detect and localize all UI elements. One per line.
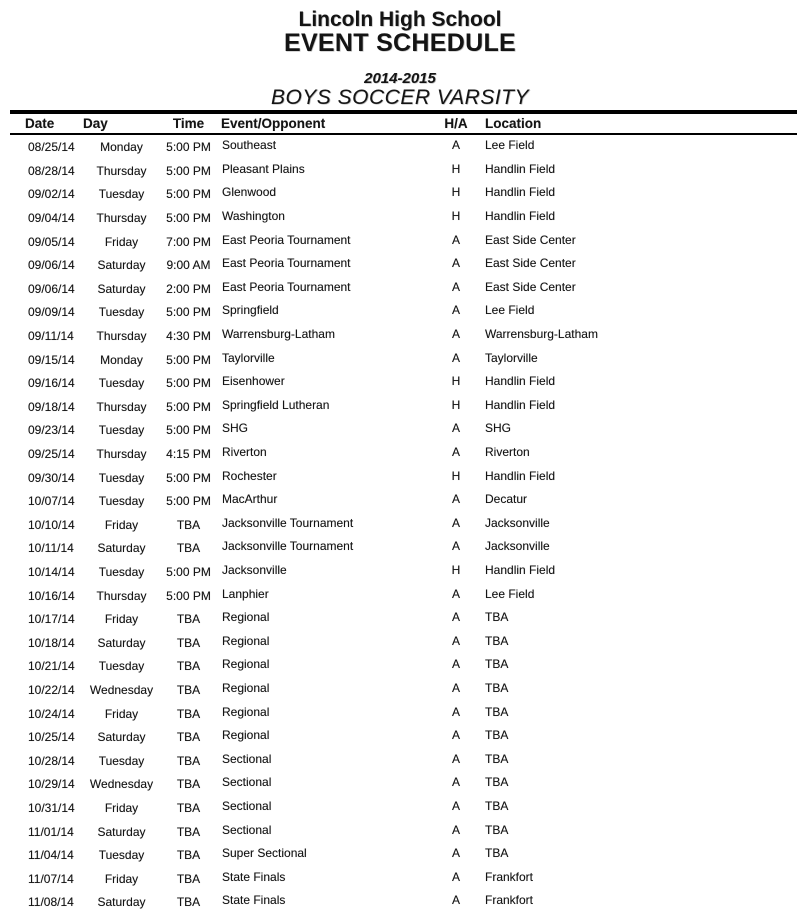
cell-location: TBA [485, 751, 509, 766]
table-row [10, 583, 797, 607]
cell-event-opponent: Regional [222, 728, 270, 743]
cell-date: 10/22/14 [28, 682, 75, 697]
cell-event-opponent: Taylorville [222, 350, 275, 365]
cell-home-away: H [451, 468, 461, 483]
cell-day: Tuesday [98, 848, 145, 863]
cell-location: TBA [485, 775, 509, 790]
cell-home-away: A [451, 256, 460, 271]
cell-time: 5:00 PM [166, 494, 211, 509]
cell-day: Thursday [96, 163, 147, 178]
cell-event-opponent: Warrensburg-Latham [222, 327, 335, 342]
cell-home-away: A [451, 633, 460, 648]
cell-event-opponent: East Peoria Tournament [222, 256, 351, 271]
cell-location: Jacksonville [485, 539, 550, 554]
cell-day: Thursday [96, 447, 147, 462]
cell-location: Handlin Field [485, 397, 556, 412]
cell-day: Friday [104, 517, 139, 532]
cell-date: 09/18/14 [28, 399, 75, 414]
cell-home-away: A [451, 586, 460, 601]
table-row [10, 323, 797, 347]
cell-date: 10/07/14 [28, 494, 75, 509]
cell-home-away: H [451, 374, 461, 389]
column-header-event-opponent: Event/Opponent [221, 115, 326, 131]
cell-home-away: A [451, 138, 460, 153]
cell-location: East Side Center [485, 256, 576, 271]
cell-date: 09/25/14 [28, 447, 75, 462]
cell-date: 10/17/14 [28, 612, 75, 627]
cell-day: Tuesday [98, 753, 145, 768]
table-row [10, 441, 797, 465]
cell-home-away: A [451, 798, 460, 813]
table-row [10, 559, 797, 583]
cell-day: Thursday [96, 211, 147, 226]
cell-home-away: A [451, 327, 460, 342]
table-row [10, 276, 797, 300]
cell-day: Tuesday [98, 470, 145, 485]
cell-day: Tuesday [98, 376, 145, 391]
cell-time: TBA [176, 612, 201, 627]
cell-time: TBA [176, 848, 201, 863]
cell-event-opponent: SHG [222, 421, 249, 436]
cell-event-opponent: Rochester [222, 468, 277, 483]
cell-location: Riverton [485, 445, 530, 460]
cell-location: Lee Field [485, 138, 535, 153]
cell-event-opponent: Glenwood [222, 185, 277, 200]
cell-day: Thursday [96, 588, 147, 603]
cell-day: Wednesday [89, 682, 154, 697]
schedule-table-body [0, 135, 800, 914]
cell-date: 11/08/14 [28, 895, 74, 910]
cell-date: 09/06/14 [28, 258, 75, 273]
table-row [10, 606, 797, 630]
cell-home-away: H [451, 161, 461, 176]
cell-home-away: A [451, 492, 460, 507]
cell-time: TBA [176, 706, 201, 721]
cell-location: Handlin Field [485, 468, 556, 483]
table-row [10, 701, 797, 725]
cell-event-opponent: Jacksonville Tournament [222, 515, 354, 530]
cell-date: 10/21/14 [28, 659, 75, 674]
cell-day: Saturday [97, 258, 146, 273]
cell-date: 08/28/14 [28, 163, 75, 178]
cell-day: Tuesday [98, 564, 145, 579]
cell-date: 10/14/14 [28, 564, 75, 579]
table-row [10, 252, 797, 276]
cell-event-opponent: East Peoria Tournament [222, 279, 351, 294]
cell-time: 7:00 PM [166, 234, 211, 249]
cell-location: Decatur [485, 492, 528, 507]
cell-time: 2:00 PM [166, 281, 211, 296]
cell-event-opponent: State Finals [222, 869, 286, 884]
cell-day: Saturday [97, 824, 146, 839]
cell-event-opponent: State Finals [222, 893, 286, 908]
cell-time: 5:00 PM [166, 564, 211, 579]
table-row [10, 465, 797, 489]
cell-day: Friday [104, 612, 139, 627]
table-row [10, 536, 797, 560]
cell-event-opponent: Eisenhower [222, 374, 285, 389]
cell-home-away: A [451, 232, 460, 247]
table-row [10, 135, 797, 159]
cell-date: 09/30/14 [28, 470, 75, 485]
cell-location: TBA [485, 822, 509, 837]
column-header-day: Day [83, 115, 108, 131]
table-row [10, 866, 797, 890]
cell-home-away: A [451, 869, 460, 884]
cell-location: Handlin Field [485, 374, 556, 389]
cell-day: Friday [104, 871, 139, 886]
cell-time: 5:00 PM [166, 211, 211, 226]
cell-location: TBA [485, 657, 509, 672]
cell-time: 5:00 PM [166, 187, 211, 202]
table-row [10, 748, 797, 772]
cell-time: 4:15 PM [166, 447, 211, 462]
table-row [10, 182, 797, 206]
cell-day: Tuesday [98, 305, 145, 320]
cell-home-away: A [451, 279, 460, 294]
cell-event-opponent: Washington [222, 209, 285, 224]
cell-location: Frankfort [485, 869, 534, 884]
cell-date: 10/18/14 [28, 635, 75, 650]
cell-time: 5:00 PM [166, 423, 211, 438]
cell-location: East Side Center [485, 232, 576, 247]
cell-day: Thursday [96, 399, 147, 414]
cell-date: 10/11/14 [28, 541, 74, 556]
cell-day: Monday [100, 352, 143, 367]
cell-location: Taylorville [485, 350, 538, 365]
cell-day: Friday [104, 800, 139, 815]
school-name: Lincoln High School [298, 8, 502, 31]
cell-location: TBA [485, 610, 509, 625]
cell-location: Warrensburg-Latham [485, 327, 598, 342]
cell-home-away: A [451, 893, 460, 908]
cell-time: TBA [176, 635, 201, 650]
cell-day: Saturday [97, 635, 146, 650]
column-header-home-away: H/A [444, 115, 468, 131]
cell-time: TBA [176, 871, 201, 886]
cell-event-opponent: Super Sectional [222, 846, 307, 861]
cell-home-away: A [451, 445, 460, 460]
cell-day: Tuesday [98, 494, 145, 509]
document-title: EVENT SCHEDULE [283, 29, 516, 57]
cell-event-opponent: Sectional [222, 798, 272, 813]
cell-event-opponent: Sectional [222, 751, 272, 766]
cell-time: TBA [176, 800, 201, 815]
cell-home-away: A [451, 680, 460, 695]
cell-home-away: H [451, 185, 461, 200]
cell-home-away: A [451, 421, 460, 436]
cell-location: TBA [485, 728, 509, 743]
cell-time: TBA [176, 659, 201, 674]
cell-day: Saturday [97, 730, 146, 745]
table-row [10, 488, 797, 512]
cell-home-away: A [451, 728, 460, 743]
cell-location: Handlin Field [485, 161, 556, 176]
cell-location: Handlin Field [485, 209, 556, 224]
cell-home-away: H [451, 397, 461, 412]
cell-location: TBA [485, 846, 509, 861]
column-header-location: Location [485, 115, 542, 131]
cell-home-away: A [451, 846, 460, 861]
table-row [10, 890, 797, 914]
cell-event-opponent: Jacksonville [222, 562, 287, 577]
table-row [10, 418, 797, 442]
cell-time: TBA [176, 895, 201, 910]
cell-time: TBA [176, 517, 201, 532]
table-row [10, 229, 797, 253]
cell-location: East Side Center [485, 279, 576, 294]
cell-event-opponent: Southeast [222, 138, 277, 153]
cell-home-away: A [451, 515, 460, 530]
table-row [10, 512, 797, 536]
cell-event-opponent: East Peoria Tournament [222, 232, 351, 247]
cell-home-away: A [451, 704, 460, 719]
cell-date: 11/04/14 [28, 848, 74, 863]
cell-location: TBA [485, 798, 509, 813]
cell-event-opponent: Regional [222, 633, 270, 648]
cell-time: 5:00 PM [166, 399, 211, 414]
table-row [10, 724, 797, 748]
cell-date: 08/25/14 [28, 140, 75, 155]
cell-location: Frankfort [485, 893, 534, 908]
cell-date: 09/06/14 [28, 281, 75, 296]
table-row [10, 394, 797, 418]
cell-date: 09/09/14 [28, 305, 75, 320]
cell-date: 10/31/14 [28, 800, 75, 815]
cell-event-opponent: Sectional [222, 775, 272, 790]
table-row [10, 842, 797, 866]
cell-date: 10/28/14 [28, 753, 75, 768]
table-row [10, 347, 797, 371]
cell-date: 11/01/14 [28, 824, 74, 839]
season-label: 2014-2015 [364, 70, 436, 87]
cell-time: TBA [176, 682, 201, 697]
cell-day: Friday [104, 706, 139, 721]
cell-time: 5:00 PM [166, 470, 211, 485]
cell-location: Lee Field [485, 303, 535, 318]
cell-home-away: A [451, 775, 460, 790]
table-row [10, 158, 797, 182]
cell-date: 10/24/14 [28, 706, 75, 721]
column-header-time: Time [172, 115, 205, 131]
cell-date: 09/16/14 [28, 376, 75, 391]
cell-date: 09/15/14 [28, 352, 75, 367]
column-header-date: Date [25, 115, 55, 131]
cell-event-opponent: Sectional [222, 822, 272, 837]
cell-event-opponent: Regional [222, 610, 270, 625]
cell-home-away: A [451, 610, 460, 625]
cell-event-opponent: Jacksonville Tournament [222, 539, 354, 554]
cell-location: Lee Field [485, 586, 535, 601]
cell-home-away: H [451, 562, 461, 577]
cell-date: 09/04/14 [28, 211, 75, 226]
cell-date: 09/23/14 [28, 423, 75, 438]
cell-day: Tuesday [98, 187, 145, 202]
cell-event-opponent: Riverton [222, 445, 267, 460]
cell-date: 10/16/14 [28, 588, 75, 603]
table-row [10, 300, 797, 324]
cell-day: Friday [104, 234, 139, 249]
cell-date: 09/02/14 [28, 187, 75, 202]
cell-home-away: A [451, 303, 460, 318]
table-row [10, 819, 797, 843]
table-row [10, 677, 797, 701]
cell-location: Jacksonville [485, 515, 550, 530]
cell-time: 5:00 PM [166, 588, 211, 603]
table-row [10, 654, 797, 678]
cell-date: 10/29/14 [28, 777, 75, 792]
cell-event-opponent: Springfield [222, 303, 279, 318]
cell-home-away: A [451, 657, 460, 672]
cell-event-opponent: MacArthur [222, 492, 278, 507]
cell-day: Monday [100, 140, 143, 155]
cell-date: 10/25/14 [28, 730, 75, 745]
table-row [10, 205, 797, 229]
cell-day: Wednesday [89, 777, 154, 792]
cell-home-away: A [451, 822, 460, 837]
table-row [10, 630, 797, 654]
cell-day: Tuesday [98, 423, 145, 438]
cell-location: SHG [485, 421, 512, 436]
cell-location: Handlin Field [485, 185, 556, 200]
cell-event-opponent: Pleasant Plains [222, 161, 305, 176]
cell-home-away: A [451, 539, 460, 554]
cell-date: 09/11/14 [28, 329, 74, 344]
cell-time: 5:00 PM [166, 163, 211, 178]
cell-home-away: H [451, 209, 461, 224]
cell-time: TBA [176, 541, 201, 556]
cell-time: 9:00 AM [166, 258, 211, 273]
cell-time: TBA [176, 777, 201, 792]
cell-home-away: A [451, 350, 460, 365]
team-name: BOYS SOCCER VARSITY [270, 86, 530, 109]
cell-date: 10/10/14 [28, 517, 75, 532]
cell-event-opponent: Regional [222, 680, 270, 695]
cell-location: TBA [485, 633, 509, 648]
cell-time: TBA [176, 824, 201, 839]
cell-time: 4:30 PM [166, 329, 211, 344]
cell-location: Handlin Field [485, 562, 556, 577]
cell-time: TBA [176, 730, 201, 745]
cell-time: TBA [176, 753, 201, 768]
cell-date: 11/07/14 [28, 871, 74, 886]
cell-day: Saturday [97, 281, 146, 296]
cell-location: TBA [485, 704, 509, 719]
document-header [0, 0, 800, 108]
cell-time: 5:00 PM [166, 305, 211, 320]
cell-time: 5:00 PM [166, 140, 211, 155]
cell-date: 09/05/14 [28, 234, 75, 249]
table-row [10, 772, 797, 796]
cell-day: Saturday [97, 895, 146, 910]
cell-day: Thursday [96, 329, 147, 344]
table-row [10, 370, 797, 394]
table-row [10, 795, 797, 819]
cell-home-away: A [451, 751, 460, 766]
cell-event-opponent: Regional [222, 704, 270, 719]
cell-location: TBA [485, 680, 509, 695]
cell-event-opponent: Lanphier [222, 586, 269, 601]
cell-time: 5:00 PM [166, 376, 211, 391]
table-header-row [10, 114, 797, 133]
cell-event-opponent: Springfield Lutheran [222, 397, 330, 412]
cell-day: Tuesday [98, 659, 145, 674]
cell-time: 5:00 PM [166, 352, 211, 367]
cell-event-opponent: Regional [222, 657, 270, 672]
cell-day: Saturday [97, 541, 146, 556]
